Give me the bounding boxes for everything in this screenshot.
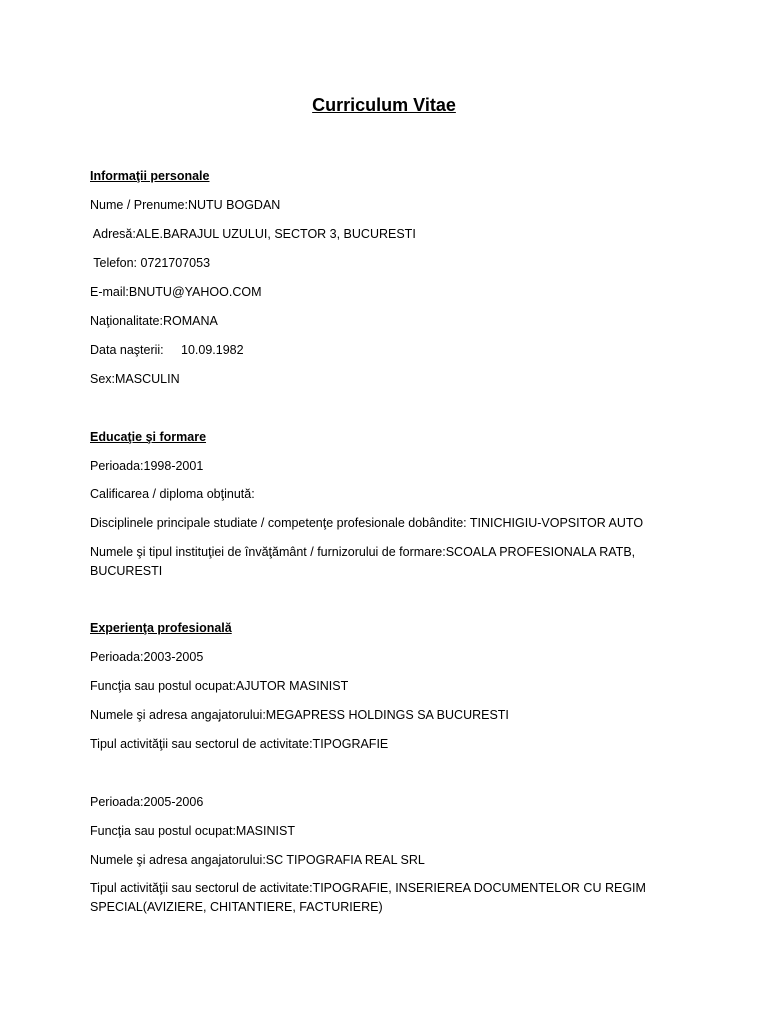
job-sector: Tipul activităţii sau sectorul de activitate:TIPOGRAFIE, INSERIEREA DOCUMENTELOR CU REGIM SPECIAL(AVIZIERE, CHITANTIERE, FACTURIERE) (90, 881, 646, 914)
job-position: Funcţia sau postul ocupat:AJUTOR MASINIST (90, 679, 349, 693)
experience-heading: Experienţa profesională (90, 621, 232, 635)
education-heading: Educaţie şi formare (90, 430, 207, 444)
education-subjects: Disciplinele principale studiate / competenţe profesionale dobândite: TINICHIGIU-VOPSITOR AUTO (90, 516, 644, 530)
phone-field: Telefon: 0721707053 (90, 256, 211, 270)
education-institution: Numele şi tipul instituţiei de învăţământ / furnizorului de formare:SCOALA PROFESIONALA RATB, BUCURESTI (90, 545, 636, 578)
job-employer: Numele şi adresa angajatorului:SC TIPOGRAFIA REAL SRL (90, 853, 425, 867)
job-sector: Tipul activităţii sau sectorul de activitate:TIPOGRAFIE (90, 737, 389, 751)
sex-field: Sex:MASCULIN (90, 372, 180, 386)
education-period: Perioada:1998-2001 (90, 459, 204, 473)
birthdate-field: Data naşterii: 10.09.1982 (90, 343, 244, 357)
document-title: Curriculum Vitae (312, 95, 456, 115)
personal-info-heading: Informaţii personale (90, 169, 210, 183)
name-field: Nume / Prenume:NUTU BOGDAN (90, 198, 281, 212)
education-qualification: Calificarea / diploma obţinută: (90, 487, 255, 501)
job-period: Perioada:2003-2005 (90, 650, 204, 664)
job-period: Perioada:2005-2006 (90, 795, 204, 809)
address-field: Adresă:ALE.BARAJUL UZULUI, SECTOR 3, BUCURESTI (90, 227, 416, 241)
email-field: E-mail:BNUTU@YAHOO.COM (90, 285, 262, 299)
nationality-field: Naţionalitate:ROMANA (90, 314, 218, 328)
job-position: Funcţia sau postul ocupat:MASINIST (90, 824, 295, 838)
job-employer: Numele şi adresa angajatorului:MEGAPRESS HOLDINGS SA BUCURESTI (90, 708, 509, 722)
